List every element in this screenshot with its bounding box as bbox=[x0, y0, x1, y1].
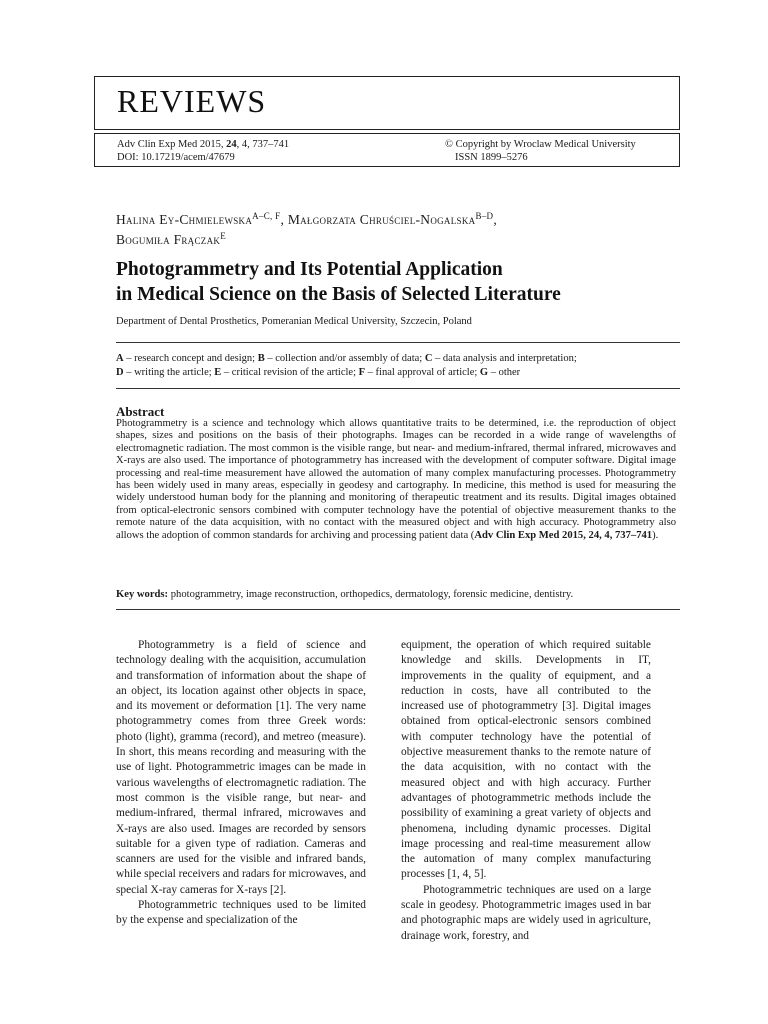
affiliation: Department of Dental Prosthetics, Pomeranian Medical University, Szczecin, Poland bbox=[116, 316, 472, 327]
article-meta-box bbox=[94, 133, 680, 167]
journal-line: Adv Clin Exp Med 2015, 24, 4, 737–741 bbox=[117, 139, 290, 150]
divider bbox=[116, 388, 680, 389]
section-title: REVIEWS bbox=[117, 83, 267, 119]
paragraph: equipment, the operation of which required suitable knowledge and skills. Developments in IT, improvements in the quality of equipment, and a reduction in costs, have all contributed to the increased use of photogrammetry [3]. Digital images obtained from optical-electronic sensors combined with computer technology have the potential of objective measurement thanks to the remote nature of the data acquisition, with no contact with the measured object and with high accuracy. Further advantages of photogrammetric methods include the possibility of examining a great variety of objects and phenomena, including dynamic processes. Digital image processing and real-time measurement allow the automation of many complex manufacturing processes [1, 4, 5]. bbox=[401, 639, 651, 881]
abstract-text: Photogrammetry is a science and technology which allows quantitative traits to be determined, i.e. the reproduction of object shapes, sizes and positions on the basis of their photographs. Images can be recorded in a wide range of wavelengths of electromagnetic radiation. The most common is the visible range, but near- and medium-infrared, thermal infrared, microwaves and X-rays are also used. The importance of photogrammetry has increased with the development of computer software. Digital image processing and real-time measurement have allowed the automation of many complex manufacturing processes. Photogrammetry has been widely used in many areas, especially in geodesy and cartography. In medicine, this method is used for measuring the widely understood human body for the planning and monitoring of therapeutic treatment and its results. Digital images obtained from optical-electronic sensors combined with computer technology have the potential of objective measurement thanks to the remote nature of the data acquisition, with no contact with the measured object and with high accuracy. Photogrammetry also allows the adoption of common standards for archiving and processing patient data (Adv Clin Exp Med 2015, 24, 4, 737–741). bbox=[116, 418, 676, 541]
author-contribution: E bbox=[220, 231, 226, 241]
author-contribution: A–C, F bbox=[252, 211, 281, 221]
contribution-legend: A – research concept and design; B – collection and/or assembly of data; C – data analysis and interpretation; D – writing the article; E – critical revision of the article; F – final approval of article; G – other bbox=[116, 353, 577, 378]
copyright: © Copyright by Wroclaw Medical University bbox=[445, 139, 636, 150]
author-list: Halina Ey-Chmielewska$^{A-C, F}$, Małgorzata Chruściel-Nogalska$^{B-D}$, Bogumiła Frączak$^E$ bbox=[116, 211, 498, 247]
divider bbox=[116, 342, 680, 343]
copyright-info bbox=[445, 138, 636, 164]
author-name: Małgorzata Chruściel-Nogalska bbox=[287, 212, 476, 227]
section-header-box bbox=[94, 76, 680, 130]
paragraph: Photogrammetric techniques used to be limited by the expense and specialization of the bbox=[116, 899, 366, 927]
author-contribution: B–D bbox=[475, 211, 494, 221]
author-name: Halina Ey-Chmielewska bbox=[116, 212, 253, 227]
author-name: Bogumiła Frączak bbox=[116, 232, 221, 247]
divider bbox=[116, 609, 680, 610]
keywords-label: Key words: bbox=[116, 589, 169, 600]
body-column-left bbox=[116, 638, 366, 929]
citation-info bbox=[117, 138, 289, 164]
abstract-citation: Adv Clin Exp Med 2015, 24, 4, 737–741 bbox=[474, 529, 653, 541]
doi[interactable]: DOI: 10.17219/acem/47679 bbox=[117, 152, 235, 163]
abstract-heading: Abstract bbox=[116, 404, 165, 419]
issn: ISSN 1899–5276 bbox=[455, 152, 528, 163]
journal-volume: 24 bbox=[226, 139, 237, 150]
keywords: Key words: photogrammetry, image reconstruction, orthopedics, dermatology, forensic medicine, dentistry. bbox=[116, 589, 574, 600]
article-title: Photogrammetry and Its Potential Application in Medical Science on the Basis of Selected Literature bbox=[116, 259, 561, 305]
paragraph: Photogrammetry is a field of science and technology dealing with the acquisition, accumulation and transformation of information about the shape of an object, its location against other objects in space, and its movement or deformation [1]. The very name photogrammetry comes from three Greek words: photo (light), gramma (record), and metreo (measure). In short, this means recording and measuring with the use of light. Photogrammetric images can be made in various wavelengths of electromagnetic radiation. The most common is the visible range, but near- and medium-infrared, thermal infrared, microwaves and X-rays are also used. Images are recorded by sensors suitable for a given type of radiation. Cameras and scanners are used for the visible and infrared bands, while special receivers and radars for microwaves, and special X-ray cameras for X-rays [2]. bbox=[116, 639, 366, 896]
body-column-right bbox=[401, 638, 651, 944]
paragraph: Photogrammetric techniques are used on a large scale in geodesy. Photogrammetric images used in bar and photographic maps are widely used in agriculture, drainage work, forestry, and bbox=[401, 883, 651, 942]
